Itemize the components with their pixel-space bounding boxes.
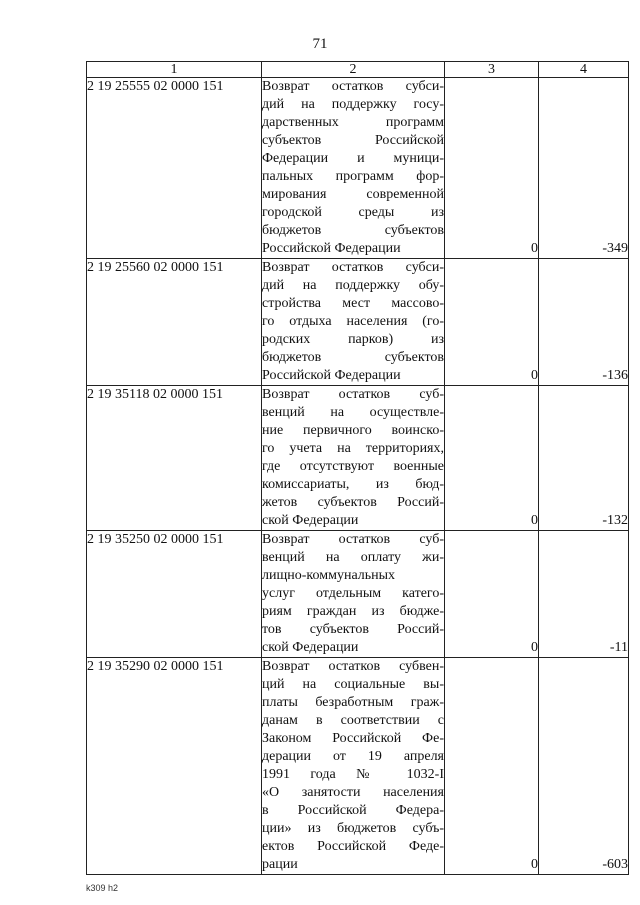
budget-code-cell: 2 19 35250 02 0000 151	[87, 531, 262, 658]
description-line: пальных программ фор-	[262, 169, 444, 184]
column-3-value: 0	[445, 386, 539, 531]
description-line: Возврат остатков субси-	[262, 79, 444, 94]
description-cell	[262, 658, 445, 875]
description-line: Возврат остатков субвен-	[262, 659, 444, 674]
description-line: лищно-коммунальных	[262, 568, 396, 583]
budget-code-cell: 2 19 35118 02 0000 151	[87, 386, 262, 531]
table-row	[87, 531, 629, 658]
column-4-value: -132	[539, 386, 629, 531]
table-row	[87, 386, 629, 531]
table-body	[87, 78, 629, 875]
table-header-row	[87, 62, 629, 78]
description-line: «О занятости населения	[262, 785, 444, 800]
description-cell	[262, 386, 445, 531]
description-line: бюджетов субъектов	[262, 350, 444, 365]
budget-table	[86, 61, 629, 875]
budget-code-cell: 2 19 35290 02 0000 151	[87, 658, 262, 875]
budget-code-cell: 2 19 25560 02 0000 151	[87, 259, 262, 386]
column-4-value: -349	[539, 78, 629, 259]
column-3-value: 0	[445, 531, 539, 658]
description-line: мирования современной	[262, 187, 444, 202]
description-line: тов субъектов Россий-	[262, 622, 444, 637]
footer-code: k309 h2	[86, 883, 119, 893]
description-line: Возврат остатков субси-	[262, 260, 444, 275]
description-line: го отдыха населения (го-	[262, 314, 444, 329]
description-line: Федерации и муници-	[262, 151, 444, 166]
description-line: ций на социальные вы-	[262, 677, 444, 692]
description-line: венций на осуществле-	[262, 405, 444, 420]
page-number: 71	[312, 36, 328, 52]
description-line: ции» из бюджетов субъ-	[262, 821, 444, 836]
header-col-1: 1	[87, 62, 262, 78]
column-3-value: 0	[445, 259, 539, 386]
description-line: родских парков) из	[262, 332, 444, 347]
description-line: в Российской Федера-	[262, 803, 444, 818]
description-line: рации	[262, 857, 298, 872]
description-line: городской среды из	[262, 205, 444, 220]
column-3-value: 0	[445, 658, 539, 875]
description-line: Законом Российской Фе-	[262, 731, 444, 746]
description-line: платы безработным граж-	[262, 695, 444, 710]
description-line: данам в соответствии с	[262, 713, 444, 728]
column-3-value: 0	[445, 78, 539, 259]
description-line: дий на поддержку госу-	[262, 97, 444, 112]
table-row	[87, 78, 629, 259]
column-4-value: -603	[539, 658, 629, 875]
description-line: го учета на территориях,	[262, 441, 444, 456]
description-line: ектов Российской Феде-	[262, 839, 444, 854]
header-col-4: 4	[539, 62, 629, 78]
table-row	[87, 259, 629, 386]
description-line: жетов субъектов Россий-	[262, 495, 444, 510]
description-line: ской Федерации	[262, 513, 359, 528]
description-line: субъектов Российской	[262, 133, 444, 148]
column-4-value: -136	[539, 259, 629, 386]
description-line: венций на оплату жи-	[262, 550, 444, 565]
description-line: ской Федерации	[262, 640, 359, 655]
description-line: дерации от 19 апреля	[262, 749, 444, 764]
description-line: бюджетов субъектов	[262, 223, 444, 238]
description-cell	[262, 78, 445, 259]
description-line: 1991 года № 1032-I	[262, 767, 444, 782]
description-cell	[262, 531, 445, 658]
description-line: где отсутствуют военные	[262, 459, 444, 474]
description-line: Возврат остатков суб-	[262, 532, 444, 547]
description-line: услуг отдельным катего-	[262, 586, 444, 601]
table-row	[87, 658, 629, 875]
header-col-3: 3	[445, 62, 539, 78]
description-line: стройства мест массово-	[262, 296, 444, 311]
column-4-value: -11	[539, 531, 629, 658]
description-line: дий на поддержку обу-	[262, 278, 444, 293]
description-line: риям граждан из бюдже-	[262, 604, 444, 619]
description-line: дарственных программ	[262, 115, 444, 130]
description-line: Возврат остатков суб-	[262, 387, 444, 402]
description-line: Российской Федерации	[262, 368, 401, 383]
description-line: комиссариаты, из бюд-	[262, 477, 444, 492]
budget-code-cell: 2 19 25555 02 0000 151	[87, 78, 262, 259]
description-cell	[262, 259, 445, 386]
description-line: ние первичного воинско-	[262, 423, 444, 438]
description-line: Российской Федерации	[262, 241, 401, 256]
header-col-2: 2	[262, 62, 445, 78]
